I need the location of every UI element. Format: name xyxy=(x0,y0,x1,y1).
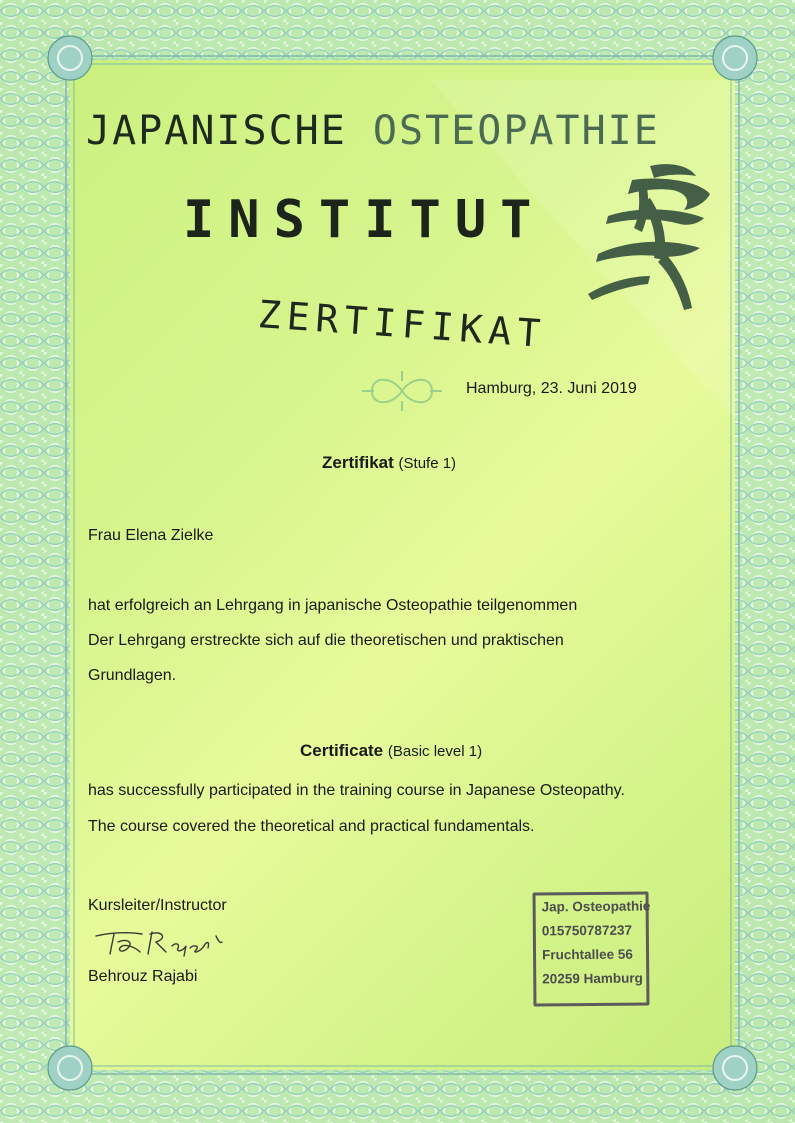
stamp-line-2: 015750787237 xyxy=(541,922,633,939)
stamp-line-1: Jap. Osteopathie xyxy=(541,898,651,915)
institute-title-line2: INSTITUT xyxy=(183,190,546,250)
title-word-japanische: JAPANISCHE xyxy=(86,108,347,154)
german-heading xyxy=(322,453,456,473)
issue-date: Hamburg, 23. Juni 2019 xyxy=(466,380,637,397)
stamp-line-4: 20259 Hamburg xyxy=(542,970,643,987)
english-body-line-2: The course covered the theoretical and practical fundamentals. xyxy=(88,818,535,835)
recipient-name: Frau Elena Zielke xyxy=(88,527,214,544)
instructor-signature xyxy=(92,922,242,962)
institute-title-line1 xyxy=(86,108,706,154)
rubber-stamp xyxy=(533,891,650,1006)
english-heading xyxy=(300,741,482,761)
knot-ornament-icon xyxy=(362,366,442,416)
german-body-line-3: Grundlagen. xyxy=(88,667,177,684)
instructor-name: Behrouz Rajabi xyxy=(88,968,198,985)
german-heading-title: Zertifikat xyxy=(322,453,394,472)
certificate-title: ZERTIFIKAT xyxy=(256,292,548,357)
english-heading-level: (Basic level 1) xyxy=(387,743,483,760)
german-body-line-2: Der Lehrgang erstreckte sich auf die theoretischen und praktischen xyxy=(88,632,564,649)
instructor-label: Kursleiter/Instructor xyxy=(88,897,227,914)
english-body-line-1: has successfully participated in the training course in Japanese Osteopathy. xyxy=(88,782,625,799)
german-heading-level: (Stufe 1) xyxy=(398,455,457,472)
title-word-osteopathie: OSTEOPATHIE xyxy=(372,108,660,154)
german-body-line-1: hat erfolgreich an Lehrgang in japanische Osteopathie teilgenommen xyxy=(88,597,578,614)
calligraphy-brush-icon xyxy=(588,158,718,328)
stamp-line-3: Fruchtallee 56 xyxy=(541,946,633,963)
english-heading-title: Certificate xyxy=(300,741,384,760)
